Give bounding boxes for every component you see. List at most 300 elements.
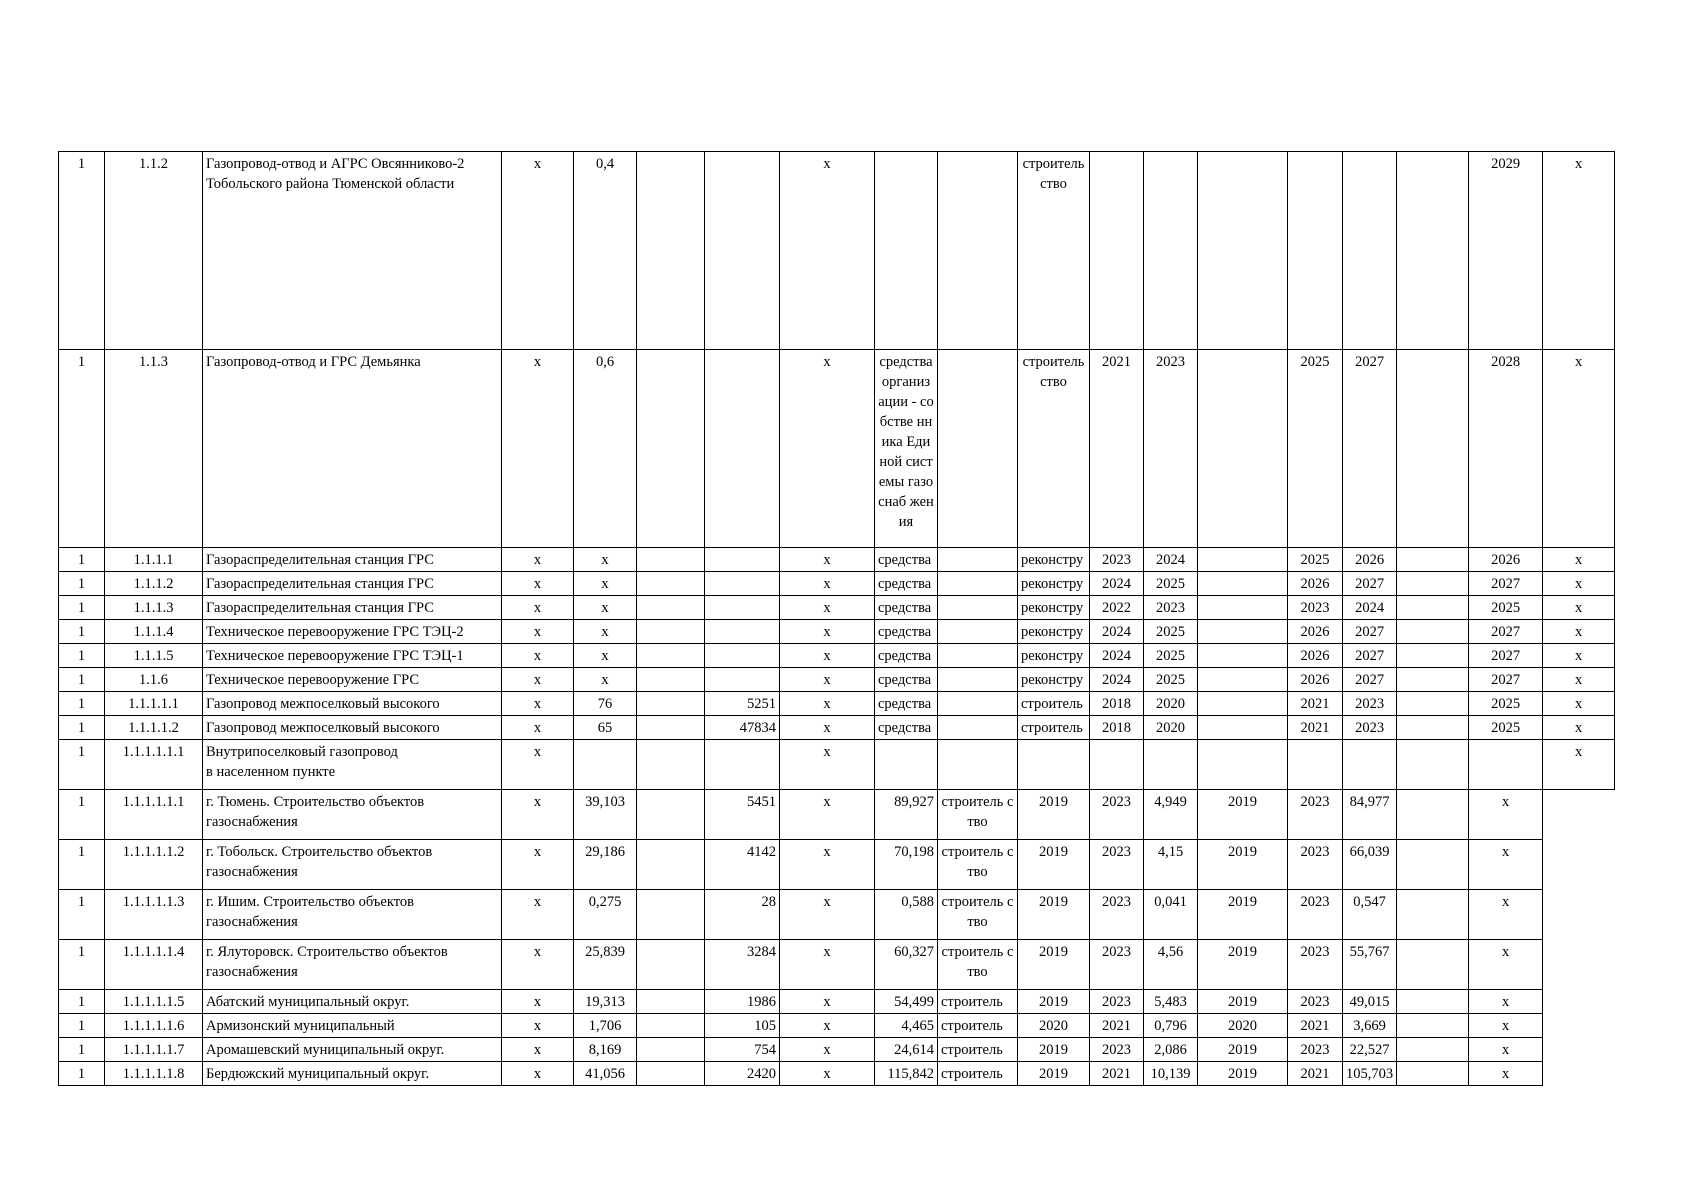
col-4-text: x	[533, 648, 542, 664]
col-19-text: x	[1575, 156, 1583, 172]
col-19-cell	[1469, 990, 1543, 1014]
length-value-cell	[574, 716, 637, 740]
sub-cost-value-2-cell	[1343, 840, 1397, 890]
col-8-cell	[780, 840, 875, 890]
object-name-text: Газораспределительная станция ГРС	[206, 600, 434, 616]
row-level-text: 1	[77, 894, 86, 910]
capacity-value-text: 47834	[739, 720, 776, 736]
col-8-text: x	[823, 354, 831, 370]
sub-cost-value-cell	[1198, 644, 1288, 668]
col-4-cell	[502, 668, 574, 692]
start-year-cell	[1090, 596, 1144, 620]
end-year-2-cell	[1343, 548, 1397, 572]
funding-source-cell	[875, 152, 938, 350]
object-name-text: Газопровод-отвод и АГРС Овсянниково-2 Тобольского района Тюменской области	[206, 156, 465, 192]
col-4-cell	[502, 940, 574, 990]
length-value-cell	[574, 990, 637, 1014]
start-year-cell	[1090, 152, 1144, 350]
sub-cost-value-2-cell	[1397, 596, 1469, 620]
start-year-2-cell	[1288, 620, 1343, 644]
work-type-cell	[938, 1038, 1018, 1062]
row-level-text: 1	[77, 994, 86, 1010]
end-year-2-cell	[1343, 620, 1397, 644]
row-code-cell	[105, 350, 203, 548]
length-value-text: 8,169	[588, 1042, 622, 1058]
start-year-cell	[1018, 940, 1090, 990]
col-8-cell	[780, 1014, 875, 1038]
object-name-cell	[203, 152, 502, 350]
funding-source-text: средства	[878, 696, 932, 712]
col-4-cell	[502, 1062, 574, 1086]
length-value-cell	[574, 548, 637, 572]
row-code-text: 1.1.1.1.1.1	[122, 744, 185, 760]
commission-year-cell	[1469, 668, 1543, 692]
commission-year-text: 2028	[1491, 354, 1521, 370]
object-name-cell	[203, 692, 502, 716]
length-value-text: 19,313	[585, 994, 625, 1010]
row-code-cell	[105, 1038, 203, 1062]
row-level-text: 1	[77, 354, 86, 370]
col-4-text: x	[533, 624, 542, 640]
end-year-text: 2023	[1102, 944, 1131, 960]
object-name-text: Аромашевский муниципальный округ.	[206, 1042, 445, 1058]
end-year-text: 2023	[1156, 600, 1185, 616]
end-year-cell	[1090, 940, 1144, 990]
end-year-text: 2021	[1102, 1018, 1131, 1034]
length-value-text: 39,103	[585, 794, 625, 810]
commission-year-text: 2025	[1491, 696, 1521, 712]
length-value-text: 41,056	[585, 1066, 625, 1082]
row-level-text: 1	[77, 672, 86, 688]
row-code-text: 1.1.2	[139, 156, 168, 172]
sub-cost-value-text: 0,796	[1154, 1018, 1187, 1034]
sub-cost-value-2-cell	[1397, 716, 1469, 740]
work-type-text: реконстру	[1021, 672, 1084, 688]
cost-value-cell	[938, 596, 1018, 620]
cost-value-text: 70,198	[894, 844, 934, 860]
table-row	[59, 1014, 1615, 1038]
col-19-cell	[1543, 350, 1615, 548]
capacity-value-text: 1986	[747, 994, 776, 1010]
col-4-cell	[502, 990, 574, 1014]
col-6-cell	[637, 990, 705, 1014]
col-4-cell	[502, 152, 574, 350]
cost-value-cell	[875, 840, 938, 890]
table-row	[59, 152, 1615, 350]
col-4-text: x	[533, 894, 542, 910]
row-code-cell	[105, 716, 203, 740]
start-year-text: 2019	[1039, 1066, 1068, 1082]
end-year-2-text: 2023	[1300, 794, 1330, 810]
object-name-cell	[203, 1014, 502, 1038]
sub-cost-value-cell	[1198, 350, 1288, 548]
start-year-2-text: 2019	[1228, 994, 1257, 1010]
commission-year-cell	[1469, 152, 1543, 350]
row-code-cell	[105, 620, 203, 644]
start-year-cell	[1090, 350, 1144, 548]
col-4-text: x	[533, 794, 542, 810]
start-year-text: 2019	[1039, 944, 1068, 960]
col-19-text: x	[1502, 844, 1510, 860]
capacity-value-cell	[705, 1014, 780, 1038]
col-8-text: x	[823, 600, 831, 616]
start-year-text: 2023	[1102, 552, 1131, 568]
length-value-text: 25,839	[585, 944, 625, 960]
sub-cost-value-2-cell	[1397, 692, 1469, 716]
row-level-cell	[59, 596, 105, 620]
start-year-2-text: 2026	[1300, 672, 1330, 688]
capacity-value-cell	[705, 1062, 780, 1086]
cost-value-cell	[938, 740, 1018, 790]
col-6-cell	[637, 716, 705, 740]
commission-year-text: 2027	[1491, 648, 1521, 664]
object-name-cell	[203, 840, 502, 890]
capacity-value-cell	[705, 692, 780, 716]
col-4-cell	[502, 840, 574, 890]
start-year-cell	[1090, 668, 1144, 692]
row-level-cell	[59, 716, 105, 740]
table-row	[59, 668, 1615, 692]
start-year-cell	[1018, 790, 1090, 840]
length-value-text: x	[601, 600, 609, 616]
row-code-text: 1.1.1.1	[133, 552, 174, 568]
row-level-cell	[59, 1014, 105, 1038]
end-year-2-text: 2023	[1300, 994, 1330, 1010]
end-year-cell	[1144, 668, 1198, 692]
row-level-cell	[59, 620, 105, 644]
start-year-2-text: 2021	[1300, 720, 1330, 736]
sub-cost-value-2-cell	[1397, 548, 1469, 572]
col-8-cell	[780, 716, 875, 740]
work-type-cell	[938, 1062, 1018, 1086]
start-year-2-text: 2025	[1300, 552, 1330, 568]
col-19-text: x	[1575, 354, 1583, 370]
commission-year-cell	[1397, 940, 1469, 990]
col-6-cell	[637, 572, 705, 596]
end-year-2-cell	[1343, 740, 1397, 790]
start-year-cell	[1090, 548, 1144, 572]
start-year-2-cell	[1288, 644, 1343, 668]
row-code-text: 1.1.1.5	[133, 648, 174, 664]
start-year-cell	[1018, 1014, 1090, 1038]
start-year-2-cell	[1198, 840, 1288, 890]
commission-year-cell	[1469, 644, 1543, 668]
end-year-2-cell	[1343, 692, 1397, 716]
table-row	[59, 596, 1615, 620]
col-19-text: x	[1575, 648, 1583, 664]
row-level-text: 1	[77, 944, 86, 960]
start-year-2-text: 2025	[1300, 354, 1330, 370]
work-type-cell	[938, 1014, 1018, 1038]
cost-value-text: 60,327	[894, 944, 934, 960]
row-code-text: 1.1.1.1.1.8	[122, 1066, 185, 1082]
col-19-cell	[1543, 740, 1615, 790]
cost-value-cell	[938, 350, 1018, 548]
sub-cost-value-2-text: 3,669	[1353, 1018, 1386, 1034]
object-name-cell	[203, 572, 502, 596]
start-year-2-text: 2021	[1300, 696, 1330, 712]
start-year-2-cell	[1288, 716, 1343, 740]
object-name-cell	[203, 548, 502, 572]
capacity-value-cell	[705, 644, 780, 668]
table-row	[59, 890, 1615, 940]
work-type-text: строитель	[1021, 696, 1083, 712]
funding-source-text: средства	[878, 552, 932, 568]
col-19-text: x	[1502, 1066, 1510, 1082]
sub-cost-value-text: 5,483	[1154, 994, 1187, 1010]
col-8-cell	[780, 668, 875, 692]
funding-source-cell	[875, 350, 938, 548]
row-level-text: 1	[77, 844, 86, 860]
col-6-cell	[637, 740, 705, 790]
work-type-cell	[1018, 548, 1090, 572]
start-year-2-cell	[1288, 668, 1343, 692]
cost-value-cell	[875, 1038, 938, 1062]
start-year-text: 2018	[1102, 720, 1131, 736]
end-year-2-cell	[1288, 1014, 1343, 1038]
col-8-cell	[780, 350, 875, 548]
start-year-2-text: 2019	[1228, 1042, 1257, 1058]
col-8-text: x	[823, 844, 831, 860]
col-19-cell	[1469, 940, 1543, 990]
col-8-cell	[780, 620, 875, 644]
col-4-text: x	[533, 994, 542, 1010]
end-year-text: 2025	[1156, 648, 1185, 664]
object-name-text: г. Тобольск. Строительство объектов газоснабжения	[206, 844, 433, 880]
col-19-cell	[1543, 548, 1615, 572]
capacity-value-cell	[705, 668, 780, 692]
end-year-cell	[1144, 152, 1198, 350]
sub-cost-value-2-cell	[1343, 1038, 1397, 1062]
col-4-text: x	[533, 744, 542, 760]
work-type-cell	[938, 990, 1018, 1014]
end-year-cell	[1090, 1014, 1144, 1038]
row-code-text: 1.1.1.1.1.5	[122, 994, 185, 1010]
length-value-cell	[574, 840, 637, 890]
commission-year-cell	[1397, 1038, 1469, 1062]
row-code-cell	[105, 840, 203, 890]
capacity-value-cell	[705, 596, 780, 620]
end-year-2-text: 2026	[1355, 552, 1385, 568]
sub-cost-value-cell	[1144, 790, 1198, 840]
capacity-value-text: 2420	[747, 1066, 776, 1082]
work-type-text: строитель ство	[941, 894, 1014, 930]
col-8-cell	[780, 940, 875, 990]
object-name-cell	[203, 644, 502, 668]
cost-value-cell	[875, 1014, 938, 1038]
object-name-text: Техническое перевооружение ГРС ТЭЦ-1	[206, 648, 464, 664]
object-name-cell	[203, 890, 502, 940]
work-type-text: строитель ство	[1022, 156, 1085, 192]
cost-value-cell	[938, 548, 1018, 572]
object-name-text: г. Ялуторовск. Строительство объектов газоснабжения	[206, 944, 448, 980]
funding-source-cell	[875, 548, 938, 572]
commission-year-text: 2027	[1491, 624, 1521, 640]
col-8-text: x	[823, 1018, 831, 1034]
end-year-2-cell	[1343, 644, 1397, 668]
row-code-cell	[105, 740, 203, 790]
work-type-cell	[938, 890, 1018, 940]
work-type-text: строитель	[941, 1042, 1003, 1058]
cost-value-cell	[875, 790, 938, 840]
end-year-text: 2025	[1156, 576, 1185, 592]
col-4-cell	[502, 692, 574, 716]
sub-cost-value-cell	[1198, 572, 1288, 596]
cost-value-cell	[875, 940, 938, 990]
row-code-text: 1.1.1.1.1.3	[122, 894, 185, 910]
work-type-cell	[1018, 740, 1090, 790]
col-19-cell	[1469, 1038, 1543, 1062]
sub-cost-value-2-text: 49,015	[1349, 994, 1390, 1010]
length-value-cell	[574, 890, 637, 940]
sub-cost-value-cell	[1198, 548, 1288, 572]
col-19-text: x	[1575, 720, 1583, 736]
end-year-2-text: 2023	[1300, 894, 1330, 910]
row-level-cell	[59, 548, 105, 572]
start-year-cell	[1018, 990, 1090, 1014]
cost-value-cell	[938, 716, 1018, 740]
col-19-text: x	[1575, 672, 1583, 688]
object-name-cell	[203, 940, 502, 990]
row-level-cell	[59, 692, 105, 716]
col-4-cell	[502, 716, 574, 740]
col-19-cell	[1543, 644, 1615, 668]
end-year-2-cell	[1288, 1038, 1343, 1062]
col-4-text: x	[533, 552, 542, 568]
row-level-text: 1	[77, 744, 86, 760]
start-year-2-cell	[1198, 990, 1288, 1014]
work-type-cell	[938, 790, 1018, 840]
object-name-text: г. Ишим. Строительство объектов газоснабжения	[206, 894, 414, 930]
commission-year-cell	[1469, 716, 1543, 740]
capacity-value-cell	[705, 716, 780, 740]
end-year-2-text: 2021	[1300, 1018, 1330, 1034]
work-type-cell	[1018, 350, 1090, 548]
object-name-cell	[203, 790, 502, 840]
col-6-cell	[637, 1062, 705, 1086]
sub-cost-value-cell	[1198, 716, 1288, 740]
cost-value-text: 89,927	[894, 794, 934, 810]
commission-year-cell	[1469, 572, 1543, 596]
sub-cost-value-cell	[1144, 1062, 1198, 1086]
row-level-cell	[59, 940, 105, 990]
col-19-text: x	[1502, 944, 1510, 960]
row-code-text: 1.1.1.2	[133, 576, 174, 592]
length-value-cell	[574, 620, 637, 644]
end-year-cell	[1144, 596, 1198, 620]
commission-year-cell	[1397, 790, 1469, 840]
col-8-cell	[780, 740, 875, 790]
row-level-text: 1	[77, 600, 86, 616]
start-year-2-cell	[1198, 790, 1288, 840]
col-19-text: x	[1575, 552, 1583, 568]
row-code-text: 1.1.1.1.1.1	[122, 794, 185, 810]
col-19-cell	[1543, 152, 1615, 350]
end-year-2-text: 2027	[1355, 576, 1385, 592]
end-year-cell	[1144, 620, 1198, 644]
col-4-text: x	[533, 1042, 542, 1058]
col-8-text: x	[823, 576, 831, 592]
commission-year-cell	[1469, 740, 1543, 790]
col-4-cell	[502, 1038, 574, 1062]
start-year-cell	[1090, 716, 1144, 740]
end-year-2-text: 2027	[1355, 648, 1385, 664]
end-year-2-text: 2023	[1300, 844, 1330, 860]
sub-cost-value-2-text: 66,039	[1349, 844, 1390, 860]
start-year-text: 2019	[1039, 1042, 1068, 1058]
capacity-value-text: 105	[754, 1018, 776, 1034]
start-year-cell	[1090, 644, 1144, 668]
table-row	[59, 548, 1615, 572]
table-row	[59, 644, 1615, 668]
col-19-text: x	[1575, 600, 1583, 616]
col-6-cell	[637, 692, 705, 716]
end-year-2-cell	[1288, 890, 1343, 940]
funding-source-cell	[875, 692, 938, 716]
work-type-text: строитель ство	[941, 944, 1014, 980]
row-level-text: 1	[77, 720, 86, 736]
start-year-cell	[1090, 740, 1144, 790]
col-4-cell	[502, 572, 574, 596]
work-type-text: строитель	[941, 1066, 1003, 1082]
capacity-value-cell	[705, 940, 780, 990]
object-name-text: Газораспределительная станция ГРС	[206, 552, 434, 568]
start-year-text: 2022	[1102, 600, 1131, 616]
col-4-text: x	[533, 1066, 542, 1082]
end-year-text: 2025	[1156, 672, 1185, 688]
row-code-cell	[105, 644, 203, 668]
object-name-text: Техническое перевооружение ГРС	[206, 672, 420, 688]
end-year-cell	[1144, 692, 1198, 716]
length-value-text: 29,186	[585, 844, 625, 860]
funding-source-text: средства	[878, 576, 932, 592]
sub-cost-value-2-cell	[1397, 644, 1469, 668]
row-level-cell	[59, 1062, 105, 1086]
end-year-2-cell	[1343, 350, 1397, 548]
col-6-cell	[637, 548, 705, 572]
start-year-2-cell	[1288, 692, 1343, 716]
start-year-text: 2024	[1102, 672, 1131, 688]
commission-year-cell	[1397, 990, 1469, 1014]
capacity-value-cell	[705, 572, 780, 596]
sub-cost-value-cell	[1144, 1038, 1198, 1062]
row-code-cell	[105, 692, 203, 716]
col-6-cell	[637, 890, 705, 940]
sub-cost-value-cell	[1144, 840, 1198, 890]
col-19-text: x	[1575, 696, 1583, 712]
row-code-cell	[105, 152, 203, 350]
object-name-text: Газопровод межпоселковый высокого	[206, 696, 440, 712]
funding-source-cell	[875, 740, 938, 790]
capacity-value-cell	[705, 1038, 780, 1062]
end-year-cell	[1144, 350, 1198, 548]
end-year-2-text: 2021	[1300, 1066, 1330, 1082]
commission-year-cell	[1397, 890, 1469, 940]
col-4-text: x	[533, 156, 542, 172]
col-4-text: x	[533, 576, 542, 592]
commission-year-cell	[1469, 620, 1543, 644]
col-19-text: x	[1502, 1018, 1510, 1034]
sub-cost-value-text: 4,15	[1157, 844, 1184, 860]
row-code-text: 1.1.1.1.1.7	[122, 1042, 185, 1058]
end-year-text: 2021	[1102, 1066, 1131, 1082]
row-level-text: 1	[77, 624, 86, 640]
col-8-text: x	[823, 994, 831, 1010]
end-year-2-text: 2023	[1300, 944, 1330, 960]
table-row	[59, 620, 1615, 644]
work-type-text: реконстру	[1021, 624, 1084, 640]
col-4-text: x	[533, 354, 542, 370]
